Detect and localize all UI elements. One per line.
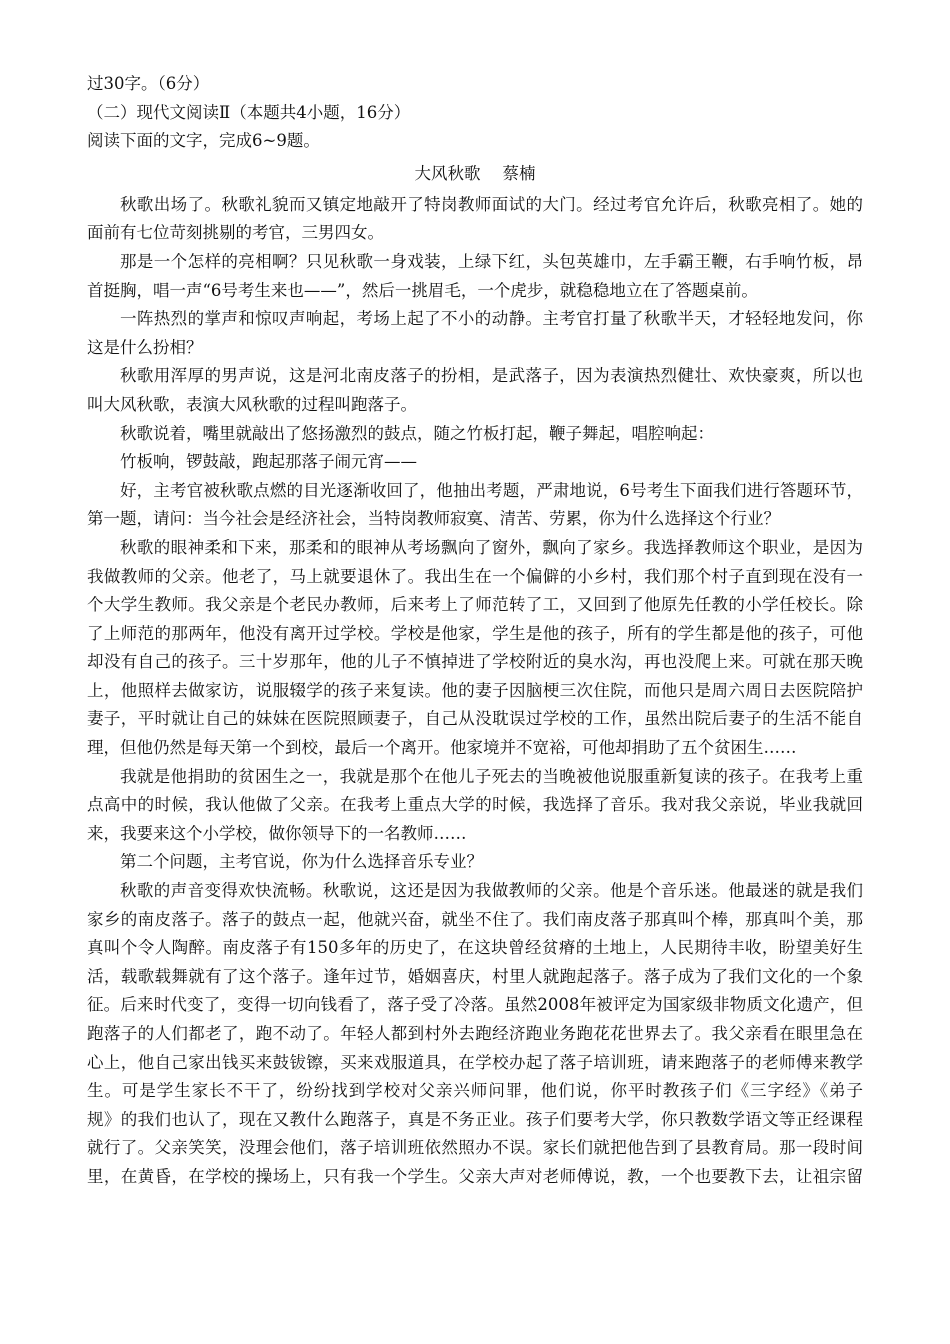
paragraph-line: 叫大风秋歌，表演大风秋歌的过程叫跑落子。: [87, 394, 417, 414]
paragraph-line: 规》的我们也认了，现在又教什么跑落子，真是不务正业。孩子们要考大学，你只教数学语文等正经课程: [87, 1109, 863, 1129]
paragraph-line: 真叫个令人陶醉。南皮落子有150多年的历史了，在这块曾经贫瘠的土地上，人民期待丰收，盼望美好生: [87, 938, 863, 958]
paragraph-line: 上，他照样去做家访，说服辍学的孩子来复读。他的妻子因脑梗三次住院，而他只是周六周日去医院陪护: [87, 680, 863, 700]
article-paragraph: [87, 448, 863, 477]
paragraph-line: 征。后来时代变了，变得一切向钱看了，落子受了冷落。虽然2008年被评定为国家级非物质文化遗产，但: [87, 995, 863, 1015]
paragraph-line: 秋歌的眼神柔和下来，那柔和的眼神从考场飘向了窗外，飘向了家乡。我选择教师这个职业，是因为: [120, 537, 863, 557]
paragraph-line: 第一题，请问：当今社会是经济社会，当特岗教师寂寞、清苦、劳累，你为什么选择这个行业？: [87, 509, 780, 529]
paragraph-line: 就行了。父亲笑笑，没理会他们，落子培训班依然照办不误。家长们就把他告到了县教育局。那一段时间: [87, 1138, 863, 1158]
paragraph-line: 个大学生教师。我父亲是个老民办教师，后来考上了师范转了工，又回到了他原先任教的小学任校长。除: [87, 595, 863, 615]
previous-question-tail: 过30字。（6分）: [87, 74, 210, 93]
article-paragraph: [87, 848, 863, 877]
paragraph-line: 里，在黄昏，在学校的操场上，只有我一个学生。父亲大声对老师傅说，教，一个也要教下去，让祖宗留: [87, 1166, 863, 1186]
article-paragraph: [87, 248, 863, 305]
paragraph-line: 第二个问题，主考官说，你为什么选择音乐专业？: [120, 852, 483, 872]
section-title: （二）现代文阅读Ⅱ（本题共4小题，16分）: [87, 102, 411, 122]
paragraph-line: 来，我要来这个小学校，做你领导下的一名教师……: [87, 823, 467, 843]
paragraph-line: 点高中的时候，我认他做了父亲。在我考上重点大学的时候，我选择了音乐。我对我父亲说，毕业我就回: [87, 795, 863, 815]
paragraph-line: 生。可是学生家长不干了，纷纷找到学校对父亲兴师问罪，他们说，你平时教孩子们《三字经》《弟子: [87, 1081, 863, 1101]
paragraph-line: 面前有七位苛刻挑剔的考官，三男四女。: [87, 223, 384, 243]
paragraph-line: 秋歌的声音变得欢快流畅。秋歌说，这还是因为我做教师的父亲。他是个音乐迷。他最迷的就是我们: [120, 881, 863, 901]
article-paragraph: [87, 191, 863, 248]
article-paragraph: [87, 534, 863, 763]
paragraph-line: 理，但他仍然是每天第一个到校，最后一个离开。他家境并不宽裕，可他却捐助了五个贫困生……: [87, 738, 797, 758]
article-paragraph: [87, 763, 863, 849]
paragraph-line: 我就是他捐助的贫困生之一，我就是那个在他儿子死去的当晚被他说服重新复读的孩子。在我考上重: [120, 766, 863, 786]
paragraph-line: 跑落子的人们都老了，跑不动了。年轻人都到村外去跑经济跑业务跑花花世界去了。我父亲看在眼里急在: [87, 1024, 863, 1043]
article-paragraph: [87, 305, 863, 362]
article-paragraph: [87, 362, 863, 419]
paragraph-line: 一阵热烈的掌声和惊叹声响起，考场上起了不小的动静。主考官打量了秋歌半天，才轻轻地发问，你: [120, 309, 863, 329]
article-paragraph: [87, 877, 863, 1192]
article-body: [87, 191, 863, 1192]
paragraph-line: 了上师范的那两年，他没有离开过学校。学校是他家，学生是他的孩子，所有的学生都是他的孩子，可他: [87, 623, 863, 643]
article-paragraph: [87, 420, 863, 449]
paragraph-line: 秋歌出场了。秋歌礼貌而又镇定地敲开了特岗教师面试的大门。经过考官允许后，秋歌亮相了。她的: [120, 194, 863, 214]
paragraph-line: 秋歌用浑厚的男声说，这是河北南皮落子的扮相，是武落子，因为表演热烈健壮、欢快豪爽，所以也: [120, 366, 863, 386]
paragraph-line: 这是什么扮相？: [87, 337, 203, 357]
article-title-line: [87, 156, 863, 191]
paragraph-line: 首挺胸，唱一声“6号考生来也——”，然后一挑眉毛，一个虎步，就稳稳地立在了答题桌前。: [87, 280, 758, 300]
document-page: [87, 70, 863, 1192]
paragraph-line: 秋歌说着，嘴里就敲出了悠扬激烈的鼓点，随之竹板打起，鞭子舞起，唱腔响起：: [120, 423, 714, 443]
reading-instruction: 阅读下面的文字，完成6~9题。: [87, 131, 320, 151]
paragraph-line: 竹板响，锣鼓敲，跑起那落子闹元宵——: [120, 452, 417, 472]
paragraph-line: 那是一个怎样的亮相啊？只见秋歌一身戏装，上绿下红，头包英雄巾，左手霸王鞭，右手响竹板，昂: [120, 251, 863, 271]
paragraph-line: 家乡的南皮落子。落子的鼓点一起，他就兴奋，就坐不住了。我们南皮落子那真叫个棒，那真叫个美，那: [87, 909, 863, 929]
article-author: 蔡楠: [502, 163, 536, 183]
paragraph-line: 我做教师的父亲。他老了，马上就要退休了。我出生在一个偏僻的小乡村，我们那个村子直到现在没有一: [87, 566, 863, 586]
paragraph-line: 好，主考官被秋歌点燃的目光逐渐收回了，他抽出考题，严肃地说，6号考生下面我们进行答题环节，: [120, 480, 863, 500]
article-paragraph: [87, 477, 863, 534]
paragraph-line: 心上，他自己家出钱买来鼓钹镲，买来戏服道具，在学校办起了落子培训班，请来跑落子的老师傅来教学: [87, 1052, 863, 1072]
article-title: 大风秋歌: [414, 163, 481, 183]
paragraph-line: 妻子，平时就让自己的妹妹在医院照顾妻子，自己从没耽误过学校的工作，虽然出院后妻子的生活不能自: [87, 709, 863, 729]
paragraph-line: 活，载歌载舞就有了这个落子。逢年过节，婚姻喜庆，村里人就跑起落子。落子成为了我们文化的一个象: [87, 966, 863, 986]
paragraph-line: 却没有自己的孩子。三十岁那年，他的儿子不慎掉进了学校附近的臭水沟，再也没爬上来。可就在那天晚: [87, 652, 863, 672]
